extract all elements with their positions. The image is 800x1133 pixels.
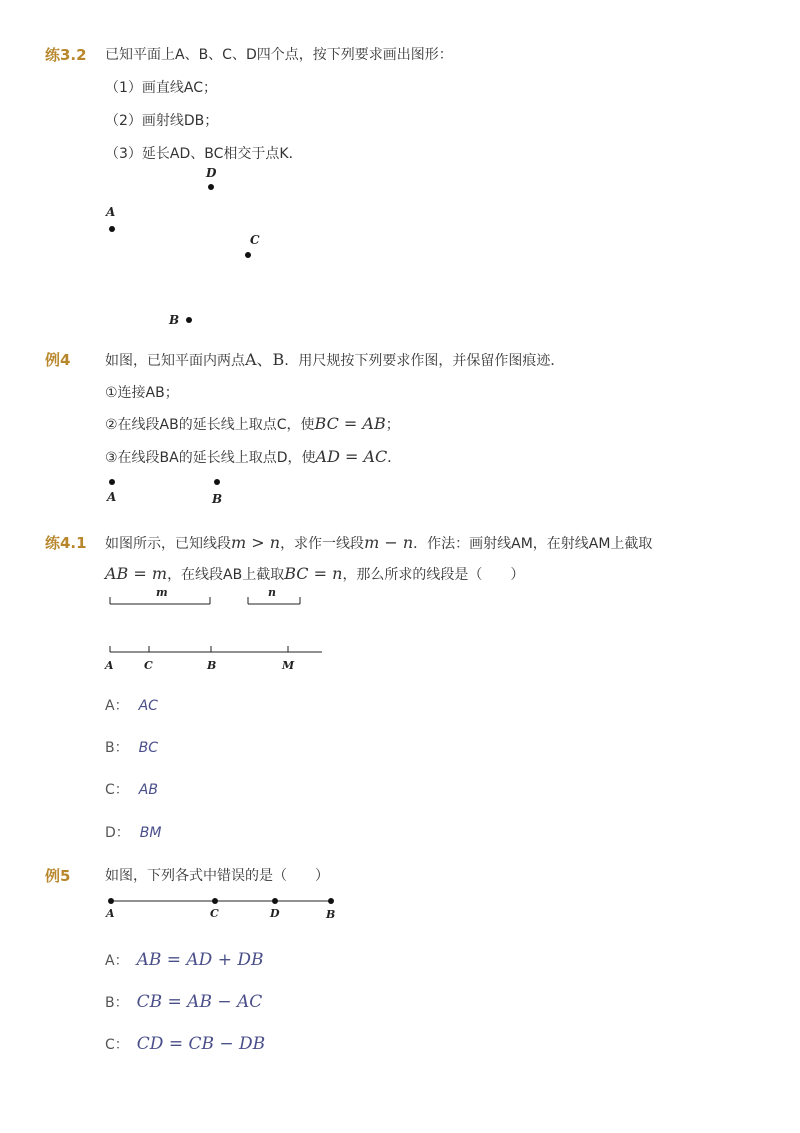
option-d[interactable] — [105, 823, 161, 843]
option-a[interactable] — [105, 696, 158, 716]
example-4-step-2-math: BC = AB — [314, 414, 386, 433]
line-point-b-dot — [328, 898, 334, 904]
segment-n-label: n — [268, 586, 276, 599]
option-a-key: A： — [105, 698, 129, 714]
point-c-dot — [245, 252, 251, 258]
line-point-b-label: B — [326, 908, 336, 921]
exercise-4-1-math-b: m − n — [364, 533, 414, 552]
point-d-label: D — [206, 166, 217, 180]
example-4-question — [105, 350, 564, 371]
example-4-step-3-math: AD = AC — [315, 447, 388, 466]
example-4-step-1: ①连接AB； — [105, 385, 179, 401]
exercise-4-1-text-b: ，求作一线段 — [280, 536, 365, 552]
line-acdb — [105, 898, 335, 921]
option-b[interactable] — [105, 992, 262, 1013]
ray-point-m-label: M — [282, 659, 295, 672]
option-b-key: B： — [105, 740, 129, 756]
figure-3-2-points — [105, 166, 260, 327]
point-b-dot — [214, 479, 220, 485]
exercise-4-1-line-2 — [105, 564, 524, 585]
option-c[interactable] — [105, 1034, 265, 1055]
exercise-4-1-text-c: ．作法：画射线AM，在射线AM上截取 — [413, 536, 653, 552]
point-b-dot — [186, 317, 192, 323]
option-a-value: AB = AD + DB — [136, 950, 264, 970]
line-point-d-dot — [272, 898, 278, 904]
option-c[interactable] — [105, 780, 158, 800]
exercise-4-1-math-c: AB = m — [105, 564, 168, 583]
line-point-a-dot — [108, 898, 114, 904]
exercise-4-1-line-1 — [105, 533, 652, 554]
option-d-key: D： — [105, 825, 130, 841]
option-a[interactable] — [105, 950, 263, 971]
line-point-c-label: C — [210, 907, 219, 920]
ray-point-c-label: C — [144, 659, 153, 672]
option-c-key: C： — [105, 1037, 129, 1053]
point-a-dot — [109, 479, 115, 485]
example-4-intro-tail: ．用尺规按下列要求作图，并保留作图痕迹． — [284, 353, 565, 369]
option-a-value: AC — [138, 698, 158, 714]
point-b-label: B — [212, 492, 223, 506]
exercise-label-3-2: 练3.2 — [45, 46, 87, 64]
example-4-step-2-end: ； — [385, 417, 400, 433]
option-c-value: AB — [138, 782, 158, 798]
exercise-4-1-text-e: ，那么所求的线段是（ ） — [342, 567, 525, 583]
option-b[interactable] — [105, 738, 158, 758]
exercise-4-1-text-a: 如图所示，已知线段 — [105, 536, 231, 552]
segment-m — [110, 586, 210, 604]
example-4-step-2 — [105, 414, 400, 435]
option-b-value: CB = AB − AC — [136, 992, 263, 1012]
ray-point-a-label: A — [105, 659, 114, 672]
example-4-intro: 如图，已知平面内两点 — [105, 353, 245, 369]
example-4-step-2-text: ②在线段AB的延长线上取点C，使 — [105, 417, 315, 433]
example-4-step-3 — [105, 447, 401, 468]
option-c-key: C： — [105, 782, 129, 798]
point-d-dot — [208, 184, 214, 190]
option-b-value: BC — [138, 740, 158, 756]
example-4-step-3-text: ③在线段BA的延长线上取点D，使 — [105, 450, 316, 466]
option-a-key: A： — [105, 953, 129, 969]
point-a-dot — [109, 226, 115, 232]
exercise-3-2-question: 已知平面上A、B、C、D四个点，按下列要求画出图形： — [105, 47, 453, 63]
line-point-a-label: A — [106, 907, 115, 920]
segment-m-label: m — [156, 586, 168, 599]
ray-am — [104, 646, 322, 672]
option-d-value: BM — [139, 825, 162, 841]
example-4-intro-math: A、B — [245, 350, 285, 369]
exercise-3-2-item-1: （1）画直线AC； — [105, 80, 218, 96]
exercise-label-4-1: 练4.1 — [45, 534, 87, 552]
line-point-c-dot — [212, 898, 218, 904]
point-a-label: A — [106, 205, 116, 219]
point-b-label: B — [169, 313, 180, 327]
example-5-question: 如图，下列各式中错误的是（ ） — [105, 868, 329, 884]
exercise-3-2-item-3: （3）延长AD、BC相交于点K． — [105, 146, 303, 162]
figure-4-points — [106, 479, 222, 506]
segment-n — [248, 586, 300, 604]
point-c-label: C — [250, 233, 260, 247]
example-label-4: 例4 — [45, 351, 71, 369]
option-b-key: B： — [105, 995, 129, 1011]
option-c-value: CD = CB − DB — [136, 1034, 266, 1054]
example-label-5: 例5 — [45, 867, 71, 885]
example-4-step-3-end: ． — [387, 450, 402, 466]
exercise-4-1-math-d: BC = n — [284, 564, 343, 583]
point-a-label: A — [107, 490, 117, 504]
exercise-4-1-text-d: ，在线段AB上截取 — [167, 567, 285, 583]
exercise-3-2-item-2: （2）画射线DB； — [105, 113, 219, 129]
ray-point-b-label: B — [207, 659, 217, 672]
exercise-4-1-math-a: m > n — [231, 533, 281, 552]
line-point-d-label: D — [270, 907, 280, 920]
